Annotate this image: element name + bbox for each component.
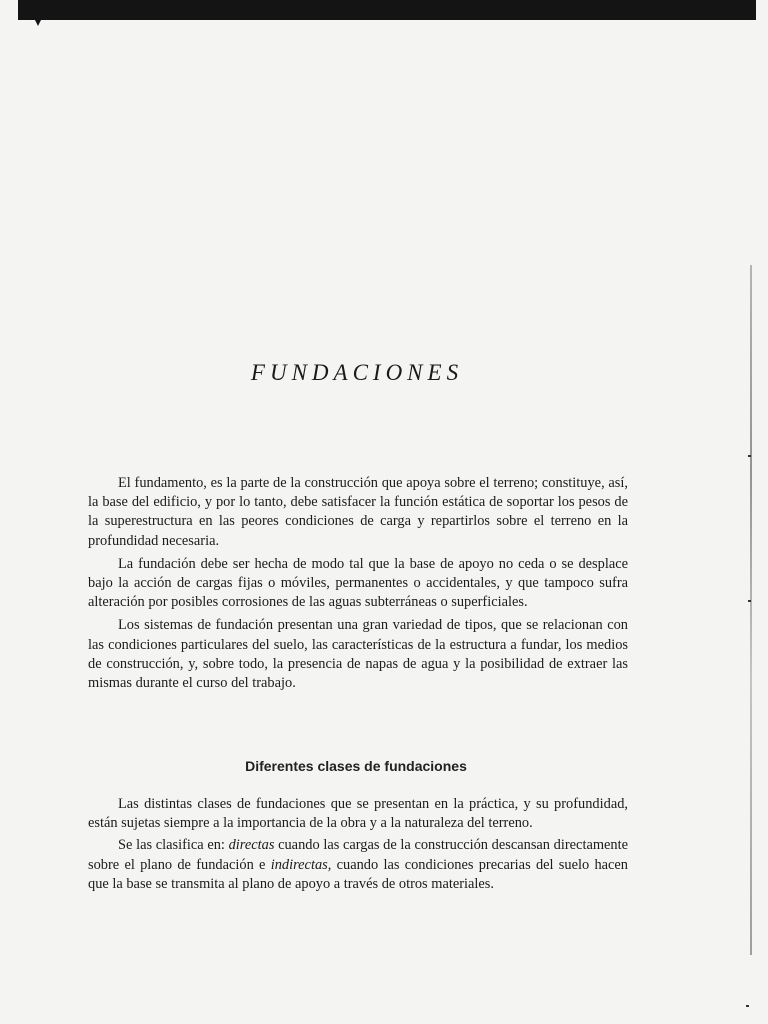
text-span: , cuando las condiciones precarias del suelo hacen que la base se transmita al plano de apoyo a través de otros materiales. xyxy=(88,856,629,892)
text-span: cuando las cargas de la construcción descansan directamente sobre el plano de fundación e xyxy=(88,837,628,873)
text-span: Se las clasifica en: xyxy=(118,837,229,854)
scan-mark xyxy=(748,600,751,602)
scan-top-notch xyxy=(34,18,42,26)
scan-right-edge xyxy=(750,265,752,955)
classes-section xyxy=(88,795,628,897)
paragraph: El fundamento, es la parte de la construcción que apoya sobre el terreno; constituye, así, la base del edificio, y por lo tanto, debe satisfacer la función estática de soportar los pesos de la superestructura en las peores condiciones de carga y repartirlos sobre el terreno en la profundidad necesaria. xyxy=(88,475,628,549)
scan-mark xyxy=(748,455,751,457)
paragraph: La fundación debe ser hecha de modo tal que la base de apoyo no ceda o se desplace bajo la acción de cargas fijas o móviles, permanentes o accidentales, y que tampoco sufra alteración por posibles corrosiones de las aguas subterráneas o superficiales. xyxy=(88,555,628,611)
section-heading: Diferentes clases de fundaciones xyxy=(245,758,467,774)
scan-mark xyxy=(746,1005,749,1007)
term-directas: directas xyxy=(228,837,275,854)
scan-top-border xyxy=(18,0,756,20)
paragraph: Las distintas clases de fundaciones que se presentan en la práctica, y su profundidad, están sujetas siempre a la importancia de la obra y a la naturaleza del terreno. xyxy=(88,796,628,832)
term-indirectas: indirectas xyxy=(270,856,328,873)
paragraph-classify xyxy=(88,836,628,894)
paragraph: Los sistemas de fundación presentan una gran variedad de tipos, que se relacionan con las condiciones particulares del suelo, las características de la estructura a fundar, los medios de construcción, y, sobre todo, la presencia de napas de agua y la posibilidad de extraer las mismas durante el curso del trabajo. xyxy=(88,617,628,692)
page-title: FUNDACIONES xyxy=(250,360,464,385)
intro-section xyxy=(88,474,628,697)
